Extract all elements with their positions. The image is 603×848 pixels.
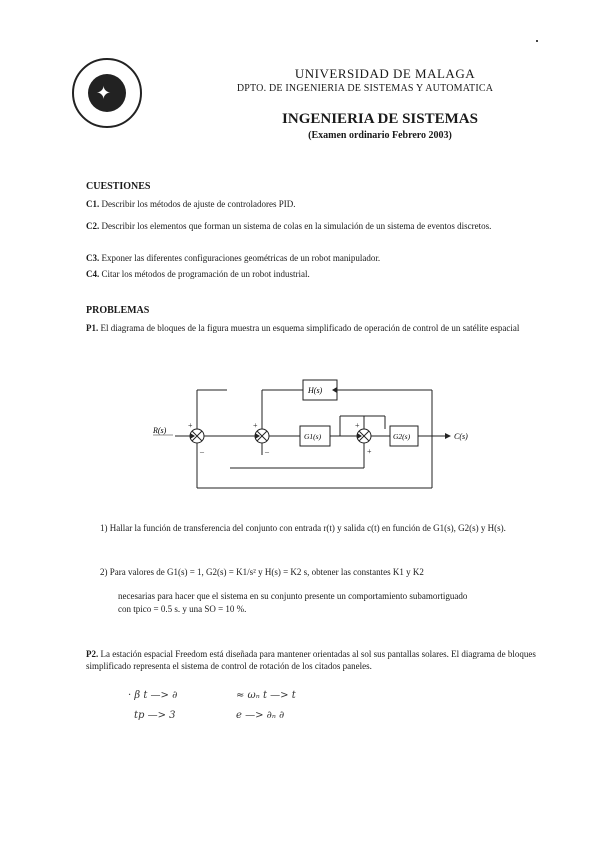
seal-emblem-icon: ✦ xyxy=(96,83,112,103)
question-label: C2. xyxy=(86,221,100,231)
block-g1-label: G1(s) xyxy=(304,432,322,441)
p1-question-2c: con tpico = 0.5 s. y una SO = 10 %. xyxy=(118,604,247,614)
problem-p2 xyxy=(86,648,556,672)
subject-title: INGENIERIA DE SISTEMAS xyxy=(282,111,478,127)
block-g2-label: G2(s) xyxy=(393,432,411,441)
question-text: Citar los métodos de programación de un robot industrial. xyxy=(101,269,310,279)
handwritten-note-1: · β t —> ∂ xyxy=(128,690,178,701)
problem-text: El diagrama de bloques de la figura muestra un esquema simplificado de operación de control de un satélite espacial xyxy=(100,323,520,333)
problems-heading: PROBLEMAS xyxy=(86,305,150,316)
exam-subtitle: (Examen ordinario Febrero 2003) xyxy=(308,130,452,141)
svg-text:+: + xyxy=(367,447,372,456)
problem-label: P1. xyxy=(86,323,99,333)
svg-text:–: – xyxy=(200,447,204,456)
problem-p1 xyxy=(86,322,556,334)
svg-text:+: + xyxy=(355,421,360,430)
p1-question-2a: 2) Para valores de G1(s) = 1, G2(s) = K1/s² y H(s) = K2 s, obtener las constantes K1 y K2 xyxy=(100,567,424,577)
university-seal xyxy=(72,58,142,128)
svg-text:–: – xyxy=(265,447,269,456)
p1-question-1: 1) Hallar la función de transferencia del conjunto con entrada r(t) y salida c(t) en función de G1(s), G2(s) y H(s). xyxy=(100,523,506,533)
handwritten-note-2: ≈ ωₙ t —> t xyxy=(236,690,296,701)
problem-text: La estación espacial Freedom está diseñada para mantener orientadas al sol sus pantallas solares. El diagrama de bloques simplificado representa el sistema de control de rotación de los citados paneles. xyxy=(86,649,536,671)
speck xyxy=(536,40,538,42)
question-label: C1. xyxy=(86,199,100,209)
question-text: Describir los elementos que forman un sistema de colas en la simulación de un sistema de eventos discretos. xyxy=(101,221,492,231)
department-name: DPTO. DE INGENIERIA DE SISTEMAS Y AUTOMATICA xyxy=(236,83,494,94)
output-label: C(s) xyxy=(454,432,468,441)
question-c2 xyxy=(86,220,556,232)
question-c4 xyxy=(86,268,556,280)
question-text: Describir los métodos de ajuste de controladores PID. xyxy=(101,199,296,209)
question-c3 xyxy=(86,252,556,264)
p1-question-2b: necesarias para hacer que el sistema en su conjunto presente un comportamiento subamortiguado xyxy=(118,591,468,601)
question-label: C4. xyxy=(86,269,100,279)
svg-text:+: + xyxy=(253,421,258,430)
handwritten-note-3: tp —> 3 xyxy=(134,710,176,721)
question-c1 xyxy=(86,198,556,210)
question-label: C3. xyxy=(86,253,100,263)
handwritten-note-4: e —> ∂ₙ ∂ xyxy=(236,710,285,721)
block-diagram xyxy=(145,370,485,500)
block-h-label: H(s) xyxy=(308,386,323,395)
problem-label: P2. xyxy=(86,649,99,659)
question-text: Exponer las diferentes configuraciones geométricas de un robot manipulador. xyxy=(101,253,381,263)
input-label: R(s) xyxy=(153,426,167,435)
university-name: UNIVERSIDAD DE MALAGA xyxy=(294,66,476,81)
questions-heading: CUESTIONES xyxy=(86,181,151,192)
svg-text:+: + xyxy=(188,421,193,430)
